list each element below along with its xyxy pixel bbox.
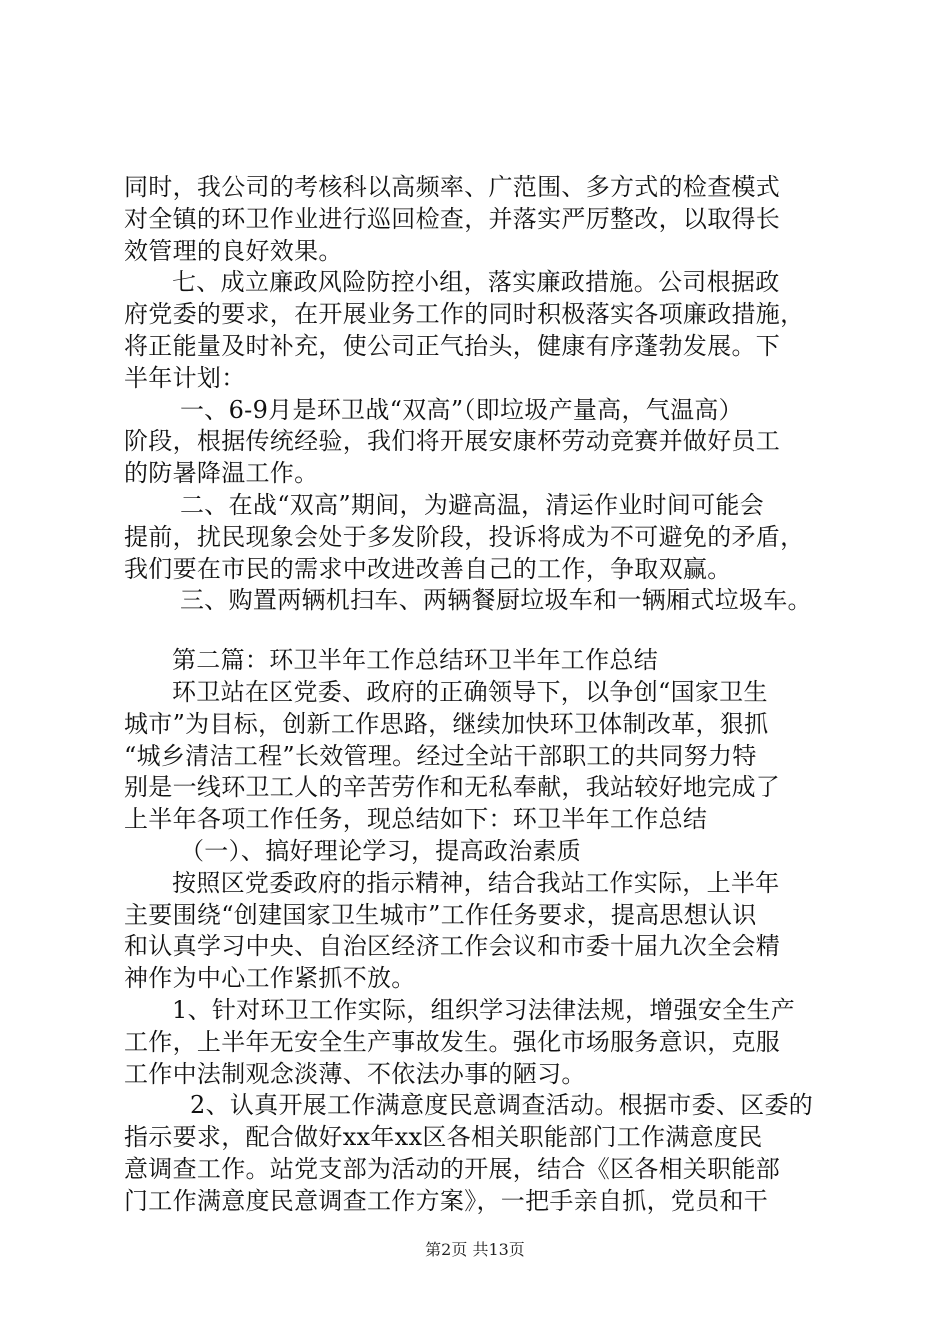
section-gap [124, 617, 854, 645]
text-line: 指示要求，配合做好xx年xx区各相关职能部门工作满意度民 [124, 1123, 763, 1152]
text-line: 同时，我公司的考核科以高频率、广范围、多方式的检查模式 [124, 173, 781, 201]
text-line: 上半年各项工作任务，现总结如下：环卫半年工作总结 [124, 805, 708, 834]
text-line: 工作，上半年无安全生产事故发生。强化市场服务意识，克服 [124, 1027, 781, 1056]
text-line: 工作中法制观念淡薄、不依法办事的陋习。 [124, 1059, 586, 1088]
text-line: 我们要在市民的需求中改进改善自己的工作，争取双赢。 [124, 554, 732, 583]
text-line: 环卫站在区党委、政府的正确领导下，以争创“国家卫生 [172, 677, 768, 706]
text-line: 城市”为目标，创新工作思路，继续加快环卫体制改革，狠抓 [124, 709, 769, 738]
text-line: 神作为中心工作紧抓不放。 [124, 964, 416, 993]
text-line: 七、成立廉政风险防控小组，落实廉政措施。公司根据政 [172, 268, 780, 297]
text-line: 2、认真开展工作满意度民意调查活动。根据市委、区委的 [190, 1091, 814, 1120]
subsection-heading: （一）、搞好理论学习，提高政治素质 [180, 836, 582, 865]
section-heading: 第二篇：环卫半年工作总结环卫半年工作总结 [172, 646, 658, 675]
text-line: 别是一线环卫工人的辛苦劳作和无私奉献，我站较好地完成了 [124, 773, 781, 802]
text-line: 按照区党委政府的指示精神，结合我站工作实际，上半年 [172, 868, 780, 897]
page-number: 第2页 共13页 [425, 1240, 525, 1259]
text-line: 三、购置两辆机扫车、两辆餐厨垃圾车和一辆厢式垃圾车。 [180, 586, 812, 615]
text-line: 一、6-9月是环卫战“双高”（即垃圾产量高，气温高） [180, 395, 743, 424]
text-line: 效管理的良好效果。 [124, 236, 343, 265]
text-line: 和认真学习中央、自治区经济工作会议和市委十届九次全会精 [124, 932, 781, 961]
text-line: 府党委的要求，在开展业务工作的同时积极落实各项廉政措施， [124, 300, 805, 329]
text-line: 门工作满意度民意调查工作方案》，一把手亲自抓，党员和干 [124, 1186, 769, 1215]
text-line: 的防暑降温工作。 [124, 459, 319, 488]
document-body [124, 172, 854, 1218]
text-line: “城乡清洁工程”长效管理。经过全站干部职工的共同努力特 [124, 741, 757, 770]
text-line: 主要围绕“创建国家卫生城市”工作任务要求，提高思想认识 [124, 900, 757, 929]
text-line: 意调查工作。站党支部为活动的开展，结合《区各相关职能部 [124, 1154, 781, 1183]
text-line: 对全镇的环卫作业进行巡回检查，并落实严厉整改，以取得长 [124, 204, 781, 233]
text-line: 提前，扰民现象会处于多发阶段，投诉将成为不可避免的矛盾， [124, 522, 805, 551]
text-line: 二、在战“双高”期间，为避高温，清运作业时间可能会 [180, 490, 765, 519]
text-line: 半年计划： [124, 363, 246, 392]
text-line: 1、针对环卫工作实际，组织学习法律法规，增强安全生产 [172, 995, 796, 1024]
text-line: 将正能量及时补充，使公司正气抬头，健康有序蓬勃发展。下 [124, 331, 781, 360]
text-line: 阶段，根据传统经验，我们将开展安康杯劳动竞赛并做好员工 [124, 427, 781, 456]
